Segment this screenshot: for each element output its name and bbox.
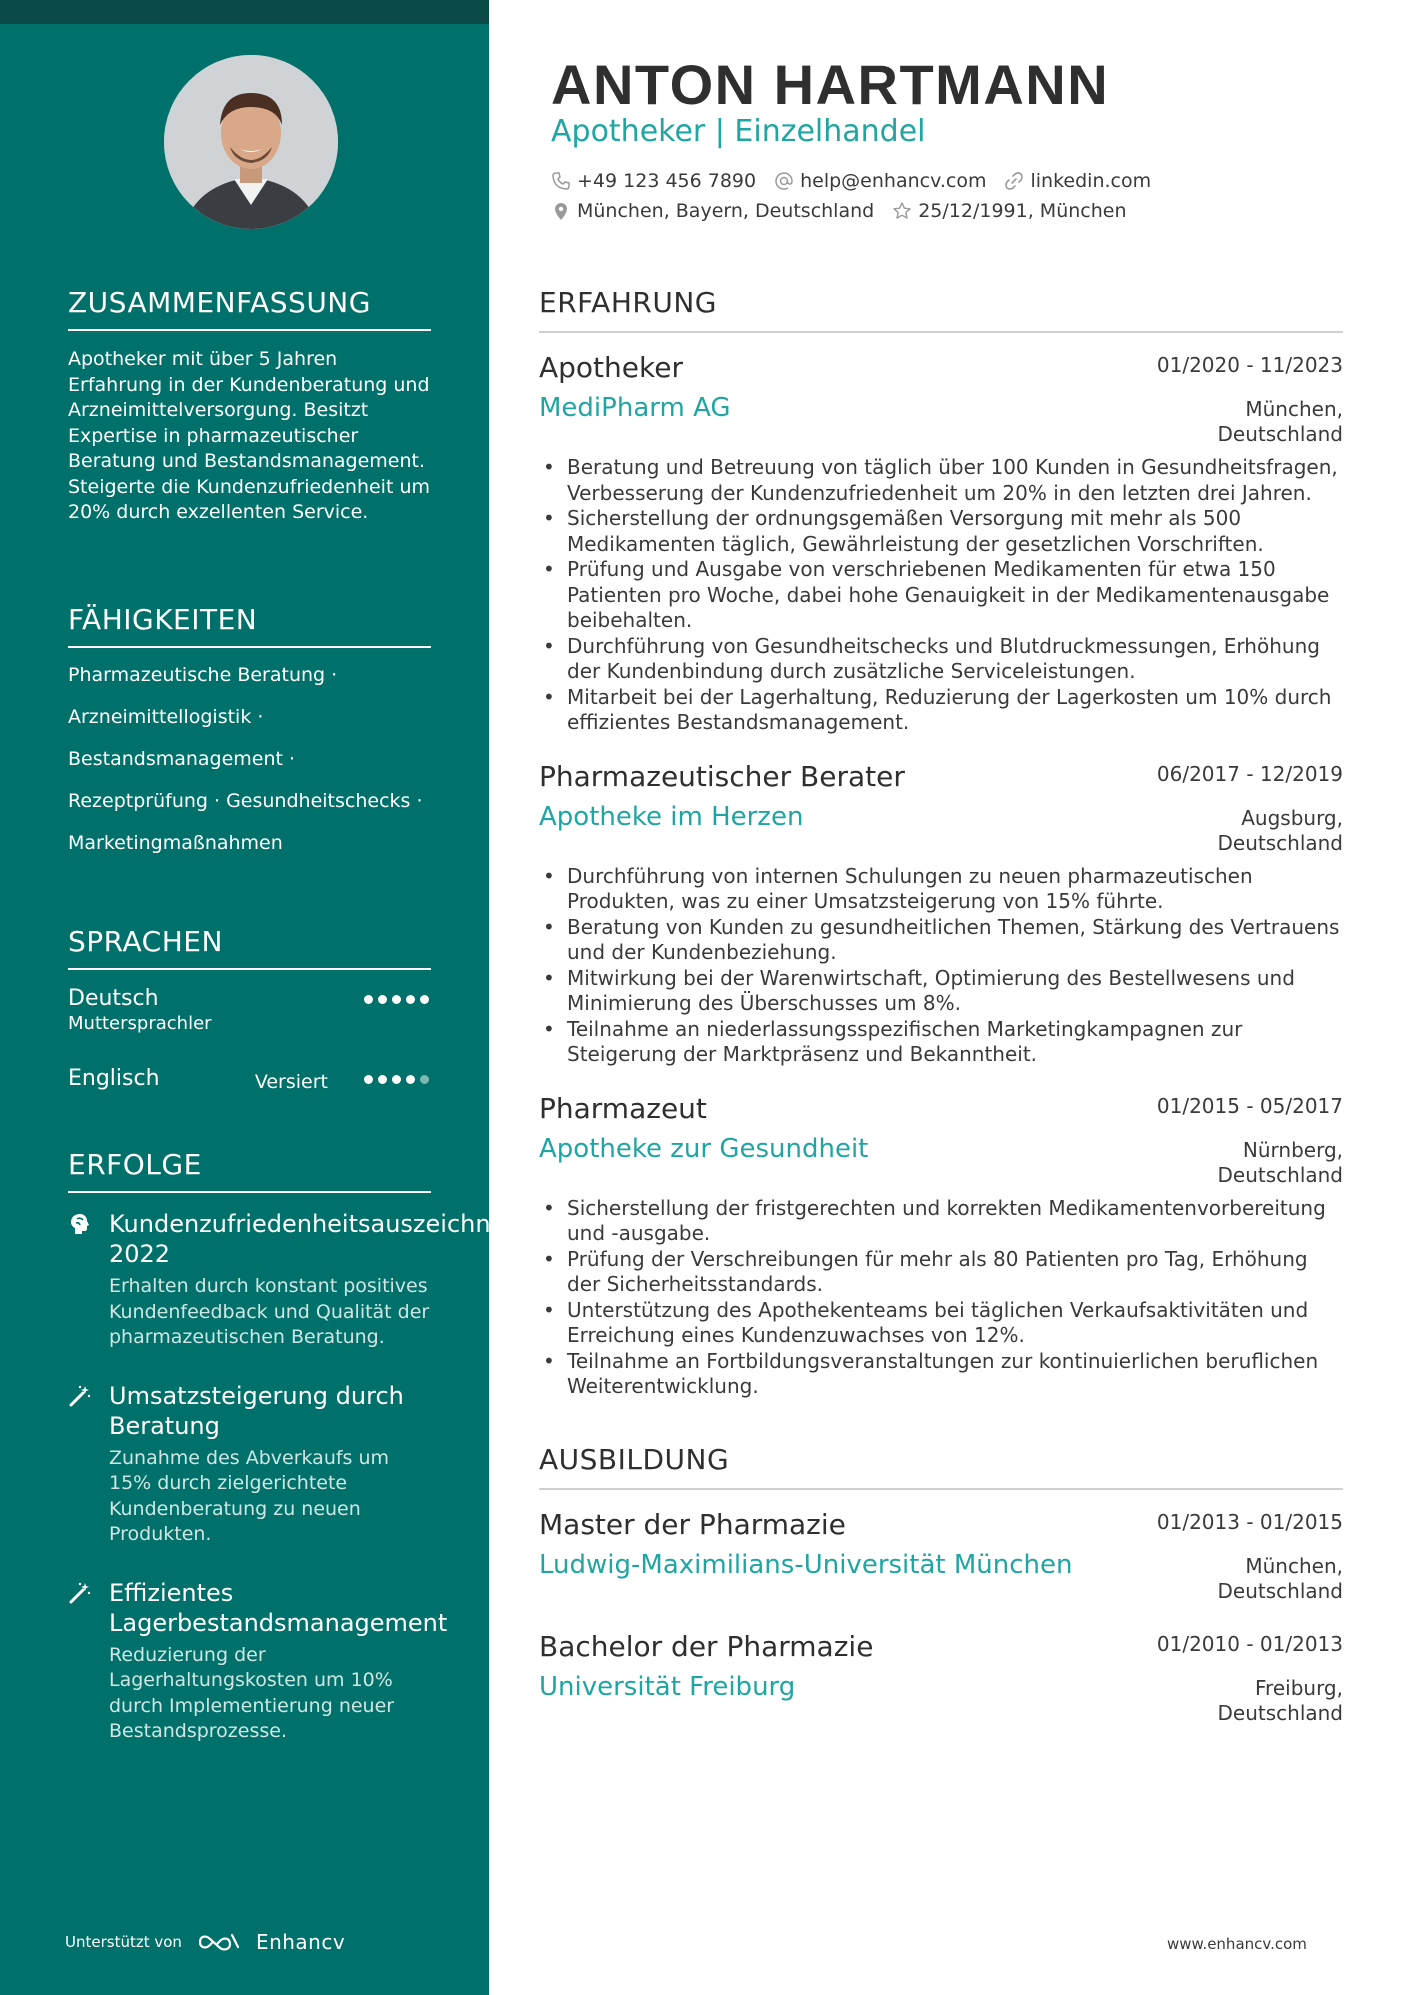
phone-icon [551,171,571,191]
experience-entry [539,351,1343,736]
birth [892,200,1126,222]
entry-dates: 06/2017 - 12/2019 [1156,761,1343,786]
achievements-section [68,1148,537,1775]
rating-dot-filled [406,995,415,1004]
bullet: • Teilnahme an niederlassungsspezifischen Marketingkampagnen zur Steigerung der Marktpräsenz und Bekanntheit. [539,1017,1343,1068]
entry-bullets [539,455,1343,736]
entry-city: Nürnberg, [1242,1137,1343,1162]
entry-dates: 01/2010 - 01/2013 [1156,1632,1343,1656]
skill-item: Arzneimittellogistik · [68,706,264,728]
achievements-heading: ERFOLGE [68,1148,431,1193]
skill-item: Marketingmaßnahmen [68,832,283,854]
location-text: München, Bayern, Deutschland [577,200,875,222]
education-heading: AUSBILDUNG [539,1443,1343,1490]
entry-country: Deutschland [1217,1701,1343,1725]
education-entry [539,1630,1343,1752]
bullet: • Teilnahme an Fortbildungsveranstaltungen zur kontinuierlichen beruflichen Weiterentwicklung. [539,1349,1343,1400]
entry-title: Apotheker [539,351,683,384]
bullet: • Beratung von Kunden zu gesundheitlichen Themen, Stärkung des Vertrauens und der Kundenbeziehung. [539,915,1343,966]
skill-item: Bestandsmanagement · [68,748,296,770]
education-section [539,1443,1343,1752]
achievement-description: Zunahme des Abverkaufs um 15% durch zielgerichtete Kundenberatung zu neuen Produkten. [109,1446,390,1545]
star-icon [892,201,912,221]
bullet: • Beratung und Betreuung von täglich über 100 Kunden in Gesundheitsfragen, Verbesserung der Kundenzufriedenheit um 20% in den letzten drei Jahren. [539,455,1343,506]
bullet: • Mitwirkung bei der Warenwirtschaft, Optimierung des Bestellwesens und Minimierung des Überschusses um 8%. [539,966,1343,1017]
entry-degree: Bachelor der Pharmazie [539,1630,874,1663]
entry-title: Pharmazeut [539,1091,707,1125]
bullet: • Sicherstellung der ordnungsgemäßen Versorgung mit mehr als 500 Medikamenten täglich, Gewährleistung der gesetzlichen Vorschriften. [539,506,1343,557]
birth-text: 25/12/1991, München [918,200,1127,222]
email[interactable] [774,170,986,192]
bullet: • Mitarbeit bei der Lagerhaltung, Reduzierung der Lagerkosten um 10% durch effizientes Bestandsmanagement. [539,685,1343,736]
entry-city: Augsburg, [1241,805,1343,830]
education-entry [539,1508,1343,1630]
language-name: Englisch [68,1066,160,1091]
entry-country: Deutschland [1217,830,1343,855]
entry-country: Deutschland [1217,1579,1343,1603]
entry-location [1218,1554,1344,1604]
languages-section [68,925,431,1124]
entry-country: Deutschland [1217,1162,1343,1187]
rating-dot-filled [392,995,401,1004]
email-text: help@enhancv.com [800,170,987,192]
entry-dates: 01/2020 - 11/2023 [1156,353,1343,377]
brain-icon [68,1212,92,1236]
entry-city: Freiburg, [1255,1676,1343,1700]
experience-entry [539,1092,1343,1400]
language-level: Muttersprachler [68,1013,212,1034]
footer-url[interactable]: www.enhancv.com [1167,1935,1307,1953]
powered-by-label: Unterstützt von [65,1933,182,1951]
contact-row [551,170,1151,192]
sidebar [0,0,537,1995]
entry-location [1218,1676,1344,1726]
enhancv-logo-icon [196,1931,242,1953]
bullet: • Prüfung der Verschreibungen für mehr als 80 Patienten pro Tag, Erhöhung der Sicherheitsstandards. [539,1247,1343,1298]
achievement-item [68,1381,431,1548]
experience-section [539,286,1343,1424]
rating-dot-filled [364,1075,373,1084]
magic-wand-icon [68,1581,92,1605]
powered-by [65,1930,345,1954]
entry-location [1218,397,1344,447]
rating-dot-filled [420,995,429,1004]
entry-dates: 01/2013 - 01/2015 [1156,1510,1343,1534]
enhancv-brand: Enhancv [255,1930,346,1954]
entry-location [1218,1138,1344,1188]
skills-section [68,603,431,874]
entry-company: Apotheke zur Gesundheit [539,1133,869,1164]
entry-location [1218,806,1344,856]
candidate-name: ANTON HARTMANN [551,53,1110,116]
language-row [68,986,431,1042]
contact-row [551,200,1127,222]
achievement-title: Umsatzsteigerung durch Beratung [109,1381,404,1440]
achievement-description: Erhalten durch konstant positives Kundenfeedback und Qualität der pharmazeutischen Beratung. [109,1275,430,1348]
achievement-item [68,1578,448,1745]
achievement-title: Kundenzufriedenheitsauszeichnung 2022 [109,1210,537,1268]
location [551,200,874,222]
sidebar-top-bar [0,0,489,24]
job-title: Apotheker | Einzelhandel [551,114,926,149]
experience-entry [539,760,1343,1068]
entry-dates: 01/2015 - 05/2017 [1156,1093,1343,1118]
bullet: • Sicherstellung der fristgerechten und korrekten Medikamentenvorbereitung und -ausgabe. [539,1196,1343,1247]
language-level: Versiert [254,1071,328,1093]
map-pin-icon [551,201,571,221]
skills-heading: FÄHIGKEITEN [68,603,431,648]
linkedin-text: linkedin.com [1030,170,1152,192]
summary-heading: ZUSAMMENFASSUNG [68,286,431,331]
entry-degree: Master der Pharmazie [539,1508,846,1541]
language-row [68,1066,431,1100]
language-rating [364,989,429,1009]
experience-heading: ERFAHRUNG [539,286,1343,333]
language-name: Deutsch [68,986,159,1011]
avatar [164,55,338,229]
link-icon [1004,171,1024,191]
phone [551,170,756,192]
achievement-item [68,1209,537,1351]
rating-dot-filled [378,995,387,1004]
entry-city: München, [1245,1554,1343,1578]
entry-country: Deutschland [1217,422,1343,446]
magic-wand-icon [68,1384,92,1408]
entry-school: Ludwig-Maximilians-Universität München [539,1550,1073,1580]
bullet: • Unterstützung des Apothekenteams bei täglichen Verkaufsaktivitäten und Erreichung eines Kundenzuwachses von 12%. [539,1298,1343,1349]
summary-section [68,286,431,526]
rating-dot-empty [420,1075,429,1084]
rating-dot-filled [364,995,373,1004]
entry-title: Pharmazeutischer Berater [539,759,905,793]
achievement-description: Reduzierung der Lagerhaltungskosten um 10% durch Implementierung neuer Bestandsprozesse. [109,1643,395,1742]
entry-company: Apotheke im Herzen [539,801,804,832]
languages-heading: SPRACHEN [68,925,431,970]
achievement-title: Effizientes Lagerbestandsmanagement [109,1578,448,1637]
rating-dot-filled [378,1075,387,1084]
language-rating [364,1069,429,1089]
rating-dot-filled [392,1075,401,1084]
entry-city: München, [1245,397,1343,421]
entry-company: MediPharm AG [539,393,731,423]
at-icon [774,171,794,191]
entry-school: Universität Freiburg [539,1672,796,1702]
skill-item: Pharmazeutische Beratung · [68,664,338,686]
entry-bullets [539,1196,1343,1400]
bullet: • Durchführung von Gesundheitschecks und Blutdruckmessungen, Erhöhung der Kundenbindung durch zusätzliche Serviceleistungen. [539,634,1343,685]
phone-text: +49 123 456 7890 [577,170,757,192]
entry-bullets [539,864,1343,1068]
summary-text: Apotheker mit über 5 Jahren Erfahrung in der Kundenberatung und Arzneimittelversorgung. Besitzt Expertise in pharmazeutischer Beratung und Bestandsmanagement. Steigerte die Kundenzufriedenheit um 20% durch exzellenten Service. [68,348,431,523]
bullet: • Durchführung von internen Schulungen zu neuen pharmazeutischen Produkten, was zu einer Umsatzsteigerung von 15% führte. [539,864,1343,915]
bullet: • Prüfung und Ausgabe von verschriebenen Medikamenten für etwa 150 Patienten pro Woche, dabei hohe Genauigkeit in der Medikamentenausgabe beibehalten. [539,557,1343,634]
linkedin[interactable] [1004,170,1151,192]
rating-dot-filled [406,1075,415,1084]
skill-item: Rezeptprüfung · Gesundheitschecks · [68,790,423,812]
